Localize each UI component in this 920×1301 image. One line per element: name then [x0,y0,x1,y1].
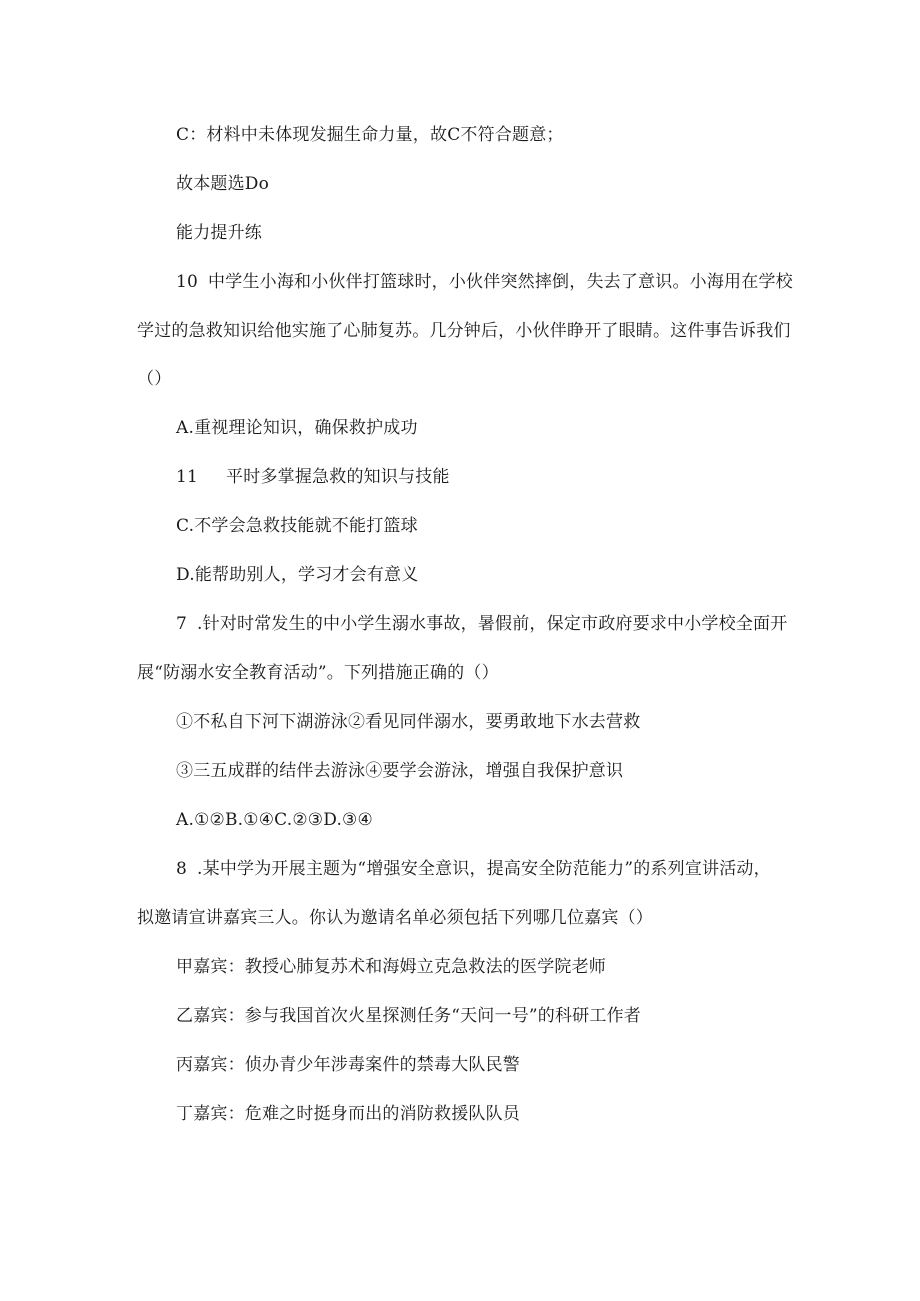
question-7-items-line-2: ③三五成群的结伴去游泳④要学会游泳，增强自我保护意识 [176,761,624,781]
question-text: 中学生小海和小伙伴打篮球时，小伙伴突然摔倒，失去了意识。小海用在学校 [208,272,793,292]
question-7-items-line-1: ①不私自下河下湖游泳②看见同伴溺水，要勇敢地下水去营救 [176,712,641,732]
question-8-stem-line-2: 拟邀请宣讲嘉宾三人。你认为邀请名单必须包括下列哪几位嘉宾（） [137,908,653,928]
question-10-option-a: A.重视理论知识，确保救护成功 [176,418,418,438]
question-7-stem-line-1 [176,613,787,635]
question-10-option-b [176,466,450,488]
question-text: .某中学为开展主题为“增强安全意识，提高安全防范能力”的系列宣讲活动， [197,859,771,879]
section-title: 能力提升练 [176,223,262,243]
question-number: 8 [176,859,188,879]
question-number: 7 [176,614,188,634]
question-10-stem-line-3: （） [137,369,172,389]
question-10-stem-line-1 [176,271,793,293]
guest-ding: 丁嘉宾：危难之时挺身而出的消防救援队队员 [176,1104,520,1124]
question-10-option-c: C.不学会急救技能就不能打篮球 [176,516,418,536]
question-7-options: A.①②B.①④C.②③D.③④ [176,810,373,830]
question-text: .针对时常发生的中小学生溺水事故，暑假前，保定市政府要求中小学校全面开 [197,614,788,634]
option-label: 11 [176,467,199,487]
question-7-stem-line-2: 展“防溺水安全教育活动”。下列措施正确的（） [137,663,499,683]
question-10-stem-line-2: 学过的急救知识给他实施了心肺复苏。几分钟后，小伙伴睁开了眼睛。这件事告诉我们 [137,321,791,341]
question-10-option-d: D.能帮助别人，学习才会有意义 [176,565,419,585]
guest-bing: 丙嘉宾：侦办青少年涉毒案件的禁毒大队民警 [176,1055,520,1075]
guest-jia: 甲嘉宾：教授心肺复苏术和海姆立克急救法的医学院老师 [176,957,606,977]
question-8-stem-line-1 [176,858,771,880]
option-c-explanation: C：材料中未体现发掘生命力量，故C不符合题意； [176,125,564,145]
guest-yi: 乙嘉宾：参与我国首次火星探测任务“天问一号”的科研工作者 [176,1006,641,1026]
answer-line: 故本题选Do [176,174,270,194]
option-text: 平时多掌握急救的知识与技能 [226,467,450,487]
question-number: 10 [176,272,199,292]
